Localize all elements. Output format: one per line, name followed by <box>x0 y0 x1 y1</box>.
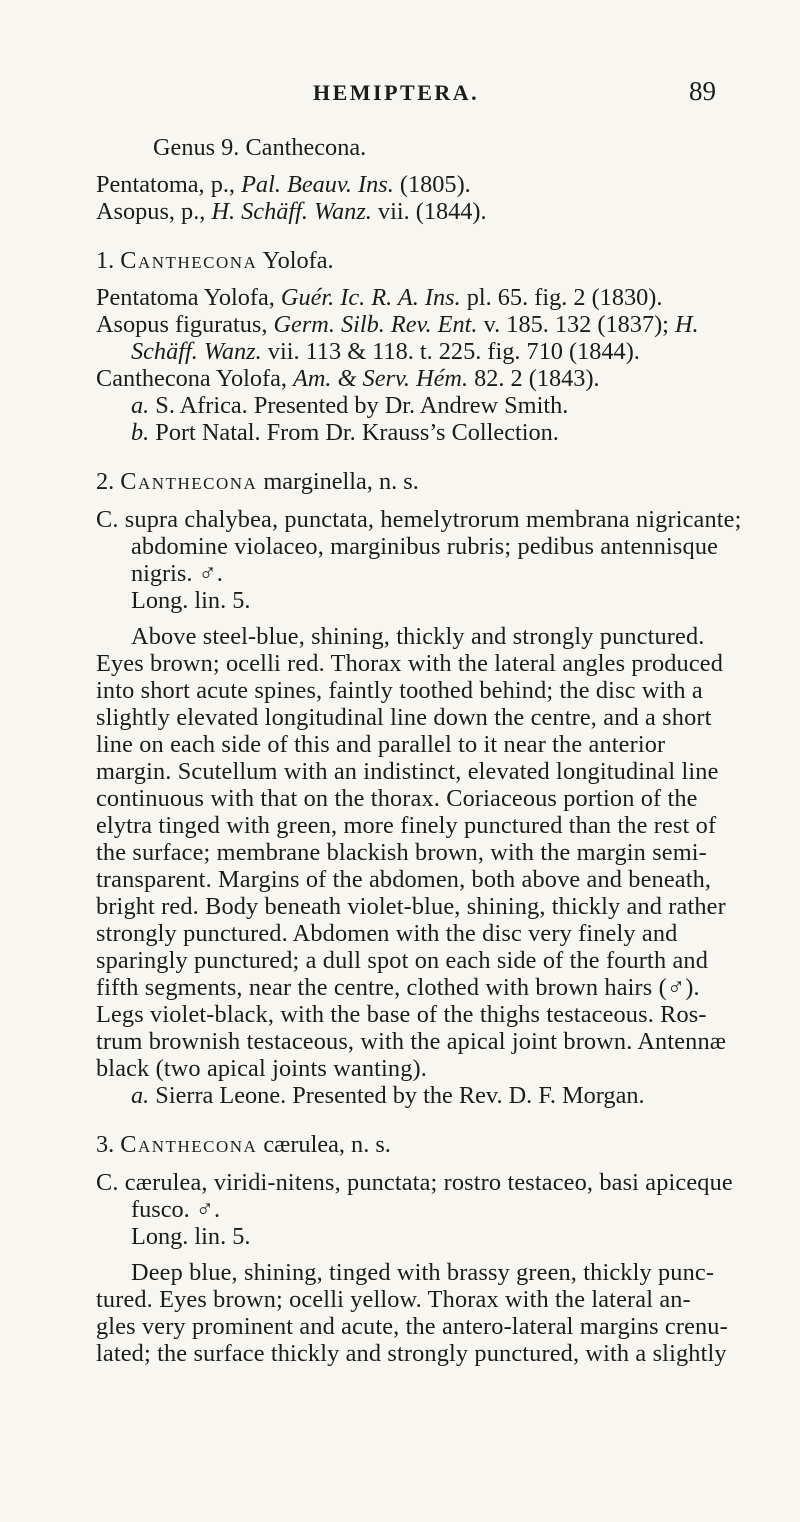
description-line: Above steel-blue, shining, thickly and strongly punctured. <box>131 623 705 650</box>
description-line: transparent. Margins of the abdomen, both above and beneath, <box>96 866 712 893</box>
specimen-entry: a. S. Africa. Presented by Dr. Andrew Smith. <box>131 392 569 419</box>
description-line: gles very prominent and acute, the antero-lateral margins crenu- <box>96 1313 728 1340</box>
genus-synonym: Asopus, p., H. Schäff. Wanz. vii. (1844). <box>96 198 487 225</box>
description-line: continuous with that on the thorax. Coriaceous portion of the <box>96 785 698 812</box>
description-line: slightly elevated longitudinal line down the centre, and a short <box>96 704 712 731</box>
description-line: margin. Scutellum with an indistinct, elevated longitudinal line <box>96 758 719 785</box>
description-line: Legs violet-black, with the base of the thighs testaceous. Ros- <box>96 1001 707 1028</box>
latin-diagnosis-line: C. cærulea, viridi-nitens, punctata; rostro testaceo, basi apiceque <box>96 1169 733 1196</box>
running-head-title: HEMIPTERA. <box>313 80 480 105</box>
description-line: fifth segments, near the centre, clothed with brown hairs (♂). <box>96 974 700 1001</box>
genus-synonym: Pentatoma, p., Pal. Beauv. Ins. (1805). <box>96 171 471 198</box>
length-measure: Long. lin. 5. <box>131 1223 251 1250</box>
description-line: Deep blue, shining, tinged with brassy green, thickly punc- <box>131 1259 715 1286</box>
description-line: bright red. Body beneath violet-blue, shining, thickly and rather <box>96 893 726 920</box>
genus-heading: Genus 9. Canthecona. <box>153 134 367 161</box>
species-heading: 2. Canthecona marginella, n. s. <box>96 468 419 495</box>
latin-diagnosis-line: fusco. ♂. <box>131 1196 221 1223</box>
description-line: lated; the surface thickly and strongly punctured, with a slightly <box>96 1340 727 1367</box>
species-heading: 3. Canthecona cærulea, n. s. <box>96 1131 391 1158</box>
description-line: the surface; membrane blackish brown, with the margin semi- <box>96 839 707 866</box>
description-line: black (two apical joints wanting). <box>96 1055 427 1082</box>
description-line: elytra tinged with green, more finely punctured than the rest of <box>96 812 717 839</box>
description-line: trum brownish testaceous, with the apical joint brown. Antennæ <box>96 1028 727 1055</box>
synonymy-line: Schäff. Wanz. vii. 113 & 118. t. 225. fig. 710 (1844). <box>131 338 640 365</box>
description-line: sparingly punctured; a dull spot on each side of the fourth and <box>96 947 708 974</box>
description-line: into short acute spines, faintly toothed behind; the disc with a <box>96 677 703 704</box>
specimen-entry: b. Port Natal. From Dr. Krauss’s Collection. <box>131 419 559 446</box>
species-heading: 1. Canthecona Yolofa. <box>96 247 334 274</box>
length-measure: Long. lin. 5. <box>131 587 251 614</box>
latin-diagnosis-line: abdomine violaceo, marginibus rubris; pedibus antennisque <box>131 533 719 560</box>
description-line: line on each side of this and parallel to it near the anterior <box>96 731 666 758</box>
description-line: tured. Eyes brown; ocelli yellow. Thorax with the lateral an- <box>96 1286 691 1313</box>
synonymy-line: Pentatoma Yolofa, Guér. Ic. R. A. Ins. pl. 65. fig. 2 (1830). <box>96 284 663 311</box>
latin-diagnosis-line: C. supra chalybea, punctata, hemelytrorum membrana nigricante; <box>96 506 742 533</box>
latin-diagnosis-line: nigris. ♂. <box>131 560 223 587</box>
running-head <box>0 76 800 116</box>
synonymy-line: Asopus figuratus, Germ. Silb. Rev. Ent. v. 185. 132 (1837); H. <box>96 311 699 338</box>
specimen-entry: a. Sierra Leone. Presented by the Rev. D. F. Morgan. <box>131 1082 645 1109</box>
page-number: 89 <box>689 76 716 106</box>
description-line: strongly punctured. Abdomen with the disc very finely and <box>96 920 678 947</box>
synonymy-line: Canthecona Yolofa, Am. & Serv. Hém. 82. 2 (1843). <box>96 365 600 392</box>
description-line: Eyes brown; ocelli red. Thorax with the lateral angles produced <box>96 650 724 677</box>
